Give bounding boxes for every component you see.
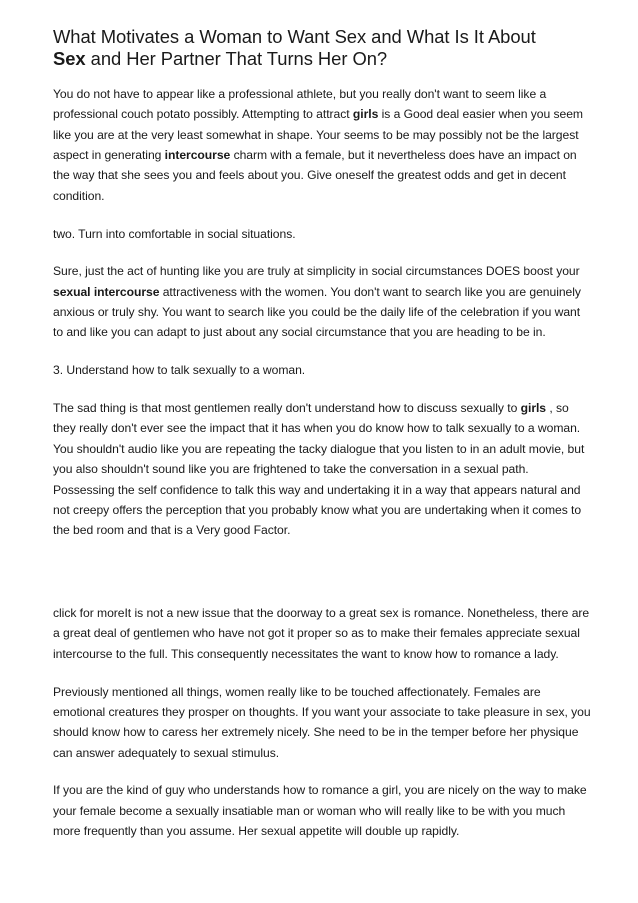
- keyword-link: sexual intercourse: [53, 284, 160, 299]
- keyword-link: girls: [352, 107, 379, 122]
- title-line-1: What Motivates a Woman to Want Sex and What Is It About: [53, 26, 536, 47]
- paragraph-4: 3. Understand how to talk sexually to a woman.: [53, 363, 306, 378]
- blank-gap: [53, 558, 591, 603]
- title-line-2: and Her Partner That Turns Her On?: [85, 47, 388, 69]
- paragraph-3: Sure, just the act of hunting like you are truly at simplicity in social circumstances DOES boost your sexual intercourse attractiveness with the women. You don't want to search like you are genuinely anxious or truly shy. You want to search like you could be the daily life of the celebration if you want to and like you can adapt to just about any social circumstance that you are heading to be in.: [53, 264, 581, 340]
- paragraph-2: two. Turn into comfortable in social situations.: [53, 226, 296, 241]
- document-page: [53, 26, 591, 859]
- keyword-link: girls: [520, 401, 547, 416]
- paragraph-1: You do not have to appear like a professional athlete, but you really don't want to seem like a professional couch potato possibly. Attempting to attract girls is a Good deal easier when you seem like you are at the very least somewhat in shape. Your seems to be may possibly not be the largest aspect in generating intercourse charm with a female, but it nevertheless does have an impact on the way that she sees you and feels about you. Give oneself the greatest odds and get in decent condition.: [53, 87, 583, 203]
- paragraph-5: The sad thing is that most gentlemen really don't understand how to discuss sexually to girls , so they really don't ever see the impact that it has when you do know how to talk sexually to a woman. You shouldn't audio like you are repeating the tacky dialogue that you listen to in an adult movie, but you also shouldn't sound like you are frightened to take the conversation in a sexual path. Possessing the self confidence to talk this way and undertaking it in a way that appears natural and not creepy offers the perception that you probably know what you are undertaking when it comes to the bed room and that is a Very good Factor.: [53, 401, 585, 538]
- document-title: [53, 26, 591, 69]
- paragraph-6: click for moreIt is not a new issue that the doorway to a great sex is romance. Nonetheless, there are a great deal of gentlemen who have not got it proper so as to make their females appreciate sexual intercourse to the full. This consequently necessitates the want to know how to romance a lady.: [53, 606, 590, 661]
- keyword-link: intercourse: [164, 148, 231, 163]
- paragraph-8: If you are the kind of guy who understands how to romance a girl, you are nicely on the way to make your female become a sexually insatiable man or woman who will really like to be with you much more frequently than you assume. Her sexual appetite will double up rapidly.: [53, 783, 587, 839]
- paragraph-7: Previously mentioned all things, women really like to be touched affectionately. Females are emotional creatures they prosper on thoughts. If you want your associate to take pleasure in sex, you should know how to caress her extremely nicely. She need to be in the temper before her physique can answer adequately to sexual stimulus.: [53, 684, 591, 760]
- title-bold-word: Sex: [53, 47, 86, 69]
